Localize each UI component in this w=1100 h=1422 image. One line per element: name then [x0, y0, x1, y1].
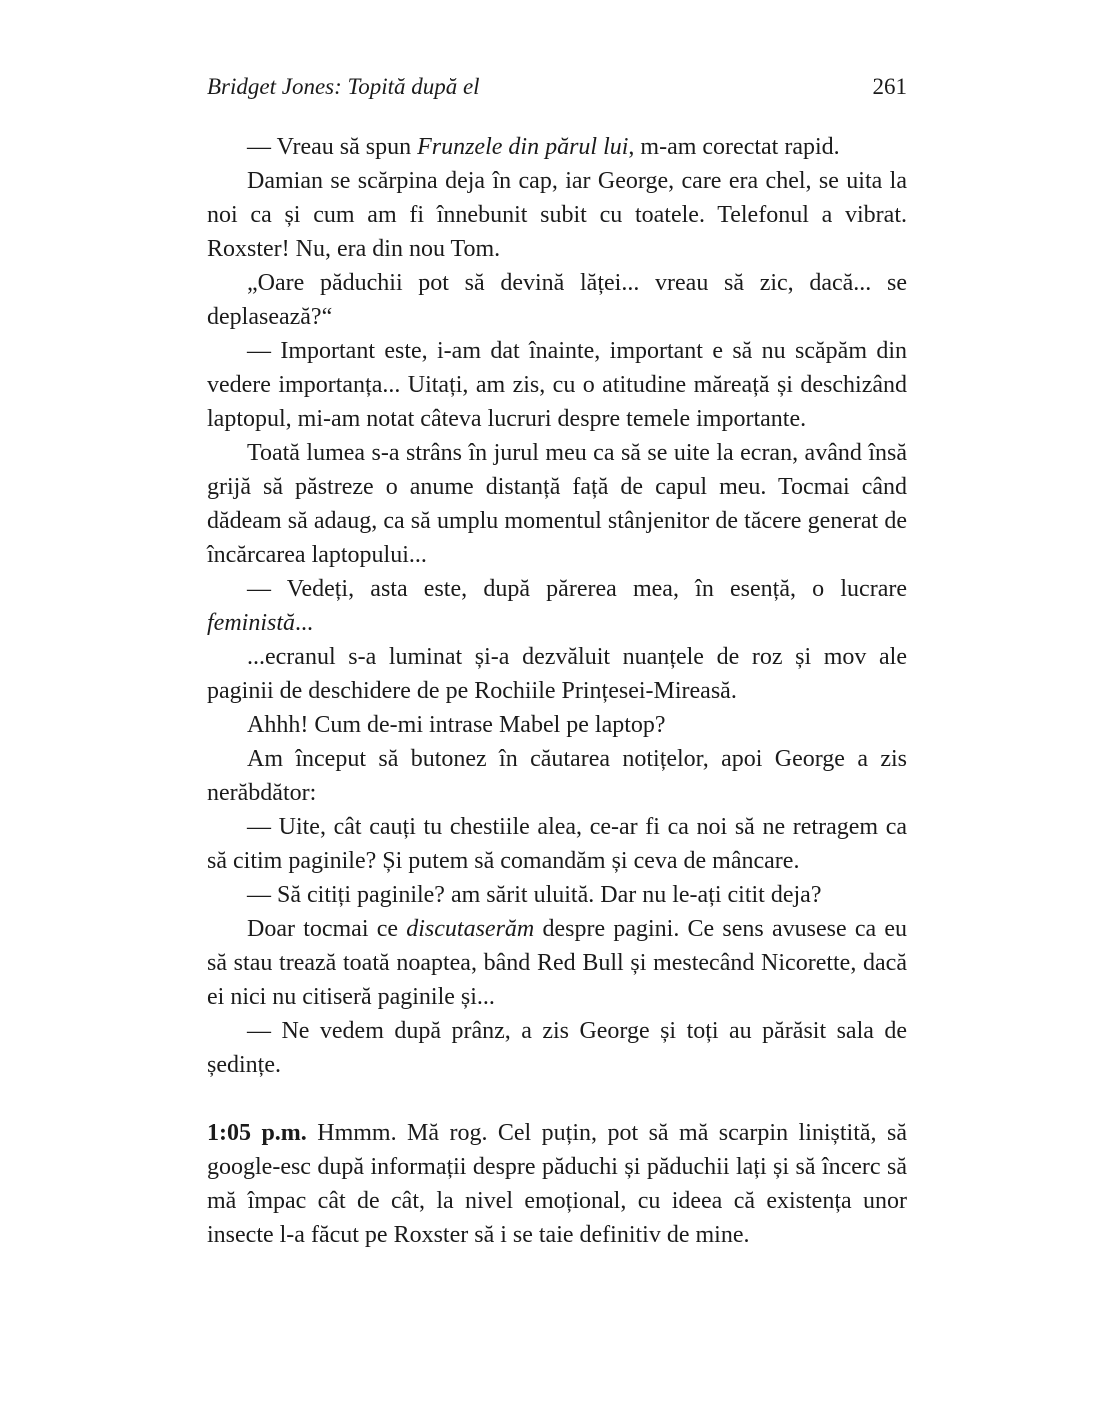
diary-timestamp: 1:05 p.m. — [207, 1120, 307, 1146]
text-segment: Damian se scărpina deja în cap, iar George, care era chel, se uita la noi ca și cum am fi înnebunit subit cu toatele. Telefonul a vibrat. Roxster! Nu, era din nou Tom. — [207, 168, 907, 262]
text-segment: Doar tocmai ce — [247, 916, 407, 942]
text-segment: — Vreau să spun — [247, 134, 418, 160]
paragraph — [207, 436, 907, 572]
text-segment: ... — [295, 610, 313, 636]
text-segment: — Uite, cât cauți tu chestiile alea, ce-ar fi ca noi să ne retragem ca să citim paginile? Și putem să comandăm și ceva de mâncare. — [207, 814, 907, 874]
page-number: 261 — [872, 74, 907, 99]
paragraph — [207, 130, 907, 164]
text-segment: despre pagini. Ce sens avusese ca eu să stau trează toată noaptea, bând Red Bull și mestecând Nicorette, dacă ei nici nu citiseră paginile și... — [207, 916, 907, 1010]
text-segment: Toată lumea s-a strâns în jurul meu ca să se uite la ecran, având însă grijă să păstreze o anume distanță față de capul meu. Tocmai când dădeam să adaug, ca să umplu momentul stânjenitor de tăcere generat de încărcarea laptopului... — [207, 440, 907, 568]
running-header — [207, 74, 907, 100]
text-segment: — Important este, i-am dat înainte, important e să nu scăpăm din vedere importanța... Uitați, am zis, cu o atitudine măreață și deschizând laptopul, mi-am notat câteva lucruri despre temele importante. — [207, 338, 907, 432]
paragraph — [207, 164, 907, 266]
paragraph — [207, 640, 907, 708]
text-segment: „Oare păduchii pot să devină lăței... vreau să zic, dacă... se deplasează?“ — [207, 270, 907, 330]
paragraph — [207, 1116, 907, 1252]
text-segment: ...ecranul s-a luminat și-a dezvăluit nuanțele de roz și mov ale paginii de deschidere de pe Rochiile Prințesei-Mireasă. — [207, 644, 907, 704]
paragraph — [207, 266, 907, 334]
text-segment: — Să citiți paginile? am sărit uluită. Dar nu le-ați citit deja? — [247, 882, 822, 908]
text-segment: Am început să butonez în căutarea notițelor, apoi George a zis nerăbdător: — [207, 746, 907, 806]
paragraph — [207, 334, 907, 436]
text-segment: , m-am corectat rapid. — [628, 134, 840, 160]
paragraph — [207, 878, 907, 912]
running-title: Bridget Jones: Topită după el — [207, 74, 480, 99]
paragraph — [207, 572, 907, 640]
text-segment: discutaserăm — [406, 916, 535, 942]
paragraph — [207, 708, 907, 742]
text-segment: feministă — [207, 610, 295, 636]
paragraph — [207, 742, 907, 810]
paragraph — [207, 810, 907, 878]
paragraph — [207, 912, 907, 1014]
text-segment: — Ne vedem după prânz, a zis George și toți au părăsit sala de ședințe. — [207, 1018, 907, 1078]
text-segment: — Vedeți, asta este, după părerea mea, în esență, o lucrare — [247, 576, 907, 602]
text-segment: Hmmm. Mă rog. Cel puțin, pot să mă scarpin liniștită, să google-esc după informații despre păduchi și păduchii lați și să încerc să mă împac cât de cât, la nivel emoțional, cu ideea că existența unor insecte l-a făcut pe Roxster să i se taie definitiv de mine. — [207, 1120, 907, 1248]
text-segment: Ahhh! Cum de-mi intrase Mabel pe laptop? — [247, 712, 666, 738]
paragraph — [207, 1014, 907, 1082]
page-body — [207, 130, 907, 1252]
text-segment: Frunzele din părul lui — [417, 134, 629, 160]
